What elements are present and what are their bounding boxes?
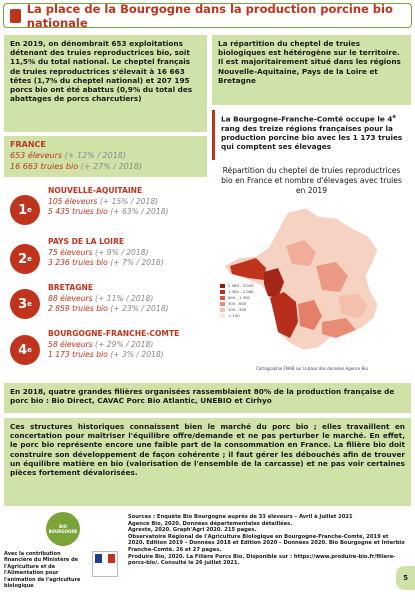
source-line: Agreste, 2020. Graph'Agri 2020. 215 pages.: [128, 527, 257, 534]
map-caption: Cartographie FNAB sur la base des données Agence Bio: [256, 366, 368, 371]
bfc-rank-part1: La Bourgogne-Franche-Comté occupe le 4: [221, 114, 393, 124]
region-name: NOUVELLE-AQUITAINE: [48, 186, 143, 195]
structures-box: [4, 418, 411, 506]
region-item: [4, 325, 207, 373]
france-line1: 653 éleveurs: [10, 151, 63, 160]
rank-badge: 4 e: [10, 335, 40, 365]
source-line: Sources : Enquête Bio Bourgogne auprès de 33 éleveurs – Avril à Juillet 2021: [128, 514, 353, 520]
legend-item: < 100: [228, 313, 240, 318]
region-name: BRETAGNE: [48, 283, 94, 292]
region-line1: 88 éleveurs: [48, 293, 93, 303]
region-line1: 75 éleveurs: [48, 247, 93, 257]
region-line2: 3 236 truies bio: [48, 258, 108, 267]
legend-item: 600 - 1 300: [228, 295, 250, 300]
title-marker: [10, 9, 21, 23]
rank-badge: 1 e: [10, 195, 40, 225]
france-line2: 16 663 truies bio: [10, 162, 79, 171]
page-title: La place de la Bourgogne dans la production porcine bio nationale: [26, 1, 393, 30]
region-line2-var: (+ 3% / 2018): [110, 350, 164, 359]
region-line2-var: (+ 7% / 2018): [110, 258, 164, 267]
region-line1-var: (+ 9% / 2018): [95, 247, 149, 257]
repartition-text: La répartition du cheptel de truies biologiques est hétérogène sur le territoire. Il est majoritairement situé dans les régions Nouvelle-Aquitaine, Pays de la Loire et Bretagne: [218, 39, 401, 85]
region-line1-var: (+ 11% / 2018): [95, 293, 154, 303]
map-title: Répartition du cheptel de truies reproductrices bio en France et nombre d'élevages avec truies en 2019: [221, 166, 402, 195]
logo-text: BIO BOURGOGNE: [48, 524, 78, 534]
france-map: [218, 206, 408, 356]
bfc-rank-box: [212, 110, 411, 160]
page-number-tab: [396, 566, 415, 590]
structures-text: Ces structures historiques connaissent bien le marché du porc bio ; elles travaillent en concertation pour maîtriser l'équilibre offre/demande et ne pas perturber le marché. En effet, le porc bio représente encore une faible part de la consommation en France. La filière bio doit construire son développement de façon cohérente ; il faut gérer les débouchés afin de trouver un équilibre matière en bio (valorisation de l'ensemble de la carcasse) et ne pas voir certaines pièces fortement dévalorisées.: [10, 422, 405, 478]
region-line2: 1 173 truies bio: [48, 350, 108, 359]
region-item: [4, 233, 207, 281]
france-stats: [4, 136, 207, 177]
regions-list: [4, 182, 207, 372]
region-name: PAYS DE LA LOIRE: [48, 237, 125, 246]
map-legend: [220, 284, 225, 318]
map-panel: [212, 164, 411, 376]
funding-text: Avec la contribution financière du Ministère de l'Agriculture et de l'Alimentation pour l'animation de l'agriculture biologique: [4, 551, 81, 590]
region-line2: 2 859 truies bio: [48, 304, 108, 313]
ministry-logo: [92, 551, 118, 577]
region-item: [4, 281, 207, 329]
source-line: Produire Bio, 2020. La Filière Porcs Bio. Disponible sur : https://www.produire-bio.fr/filiere-porcs-bio/. Consulté le 26 juillet 2021.: [128, 553, 396, 567]
bfc-rank-part2: rang des treize régions françaises pour la production porcine bio avec les 1 173 truies qui comptent ses élevages: [221, 123, 403, 152]
france-name: FRANCE: [10, 140, 46, 149]
region-item: [4, 186, 207, 234]
intro-box: [4, 35, 207, 132]
page-number: 5: [403, 574, 408, 582]
legend-item: 2 060 - 3 000: [228, 283, 254, 288]
bfc-rank-sup: e: [392, 114, 396, 120]
source-line: Observatoire Régional de l'Agriculture Biologique en Bourgogne-Franche-Comté, 2019 et 2020. Edition 2019 – Données 2018 et Edition 2020 – Données 2020. Bio Bourgogne et Interbio Franche-Comté. 26 et 27 pages.: [128, 533, 405, 553]
rank-badge: 3 e: [10, 289, 40, 319]
france-line2-var: (+ 27% / 2018): [80, 162, 143, 171]
filieres-box: [4, 383, 411, 413]
map-legend-labels: [228, 283, 254, 319]
title-banner: [3, 3, 412, 28]
region-line2-var: (+ 23% / 2018): [110, 304, 169, 313]
source-line: Agence Bio, 2020. Données départementales détaillées.: [128, 520, 293, 527]
filieres-text: En 2018, quatre grandes filières organisées rassemblaient 80% de la production française de porc bio : Bio Direct, CAVAC Porc Bio Atlantic, UNEBIO et Cirhyo: [10, 387, 395, 406]
repartition-box: [212, 35, 411, 105]
bio-bourgogne-logo: [46, 512, 80, 546]
region-name: BOURGOGNE-FRANCHE-COMTE: [48, 329, 180, 338]
legend-item: 1 300 - 2 060: [228, 289, 254, 294]
region-line2: 5 435 truies bio: [48, 207, 108, 216]
rank-badge: 2 e: [10, 244, 40, 274]
legend-item: 100 - 300: [228, 307, 247, 312]
region-line1: 58 éleveurs: [48, 339, 93, 349]
legend-item: 300 - 600: [228, 301, 247, 306]
sources: [128, 514, 406, 567]
france-line1-var: (+ 12% / 2018): [64, 151, 127, 160]
region-line1-var: (+ 29% / 2018): [95, 339, 154, 349]
region-line2-var: (+ 63% / 2018): [110, 207, 169, 216]
intro-text: En 2019, on dénombrait 653 exploitations détenant des truies reproductrices bio, soit 11,5% du total national. Le cheptel français de truies reproductrices s'élevait à 16 663 têtes (1,7% du cheptel national) et 207 195 porcs bio ont été abattus (0,9% du total des abattages de porcs charcutiers): [10, 39, 193, 104]
region-line1: 105 éleveurs: [48, 196, 98, 206]
region-line1-var: (+ 15% / 2018): [99, 196, 159, 206]
